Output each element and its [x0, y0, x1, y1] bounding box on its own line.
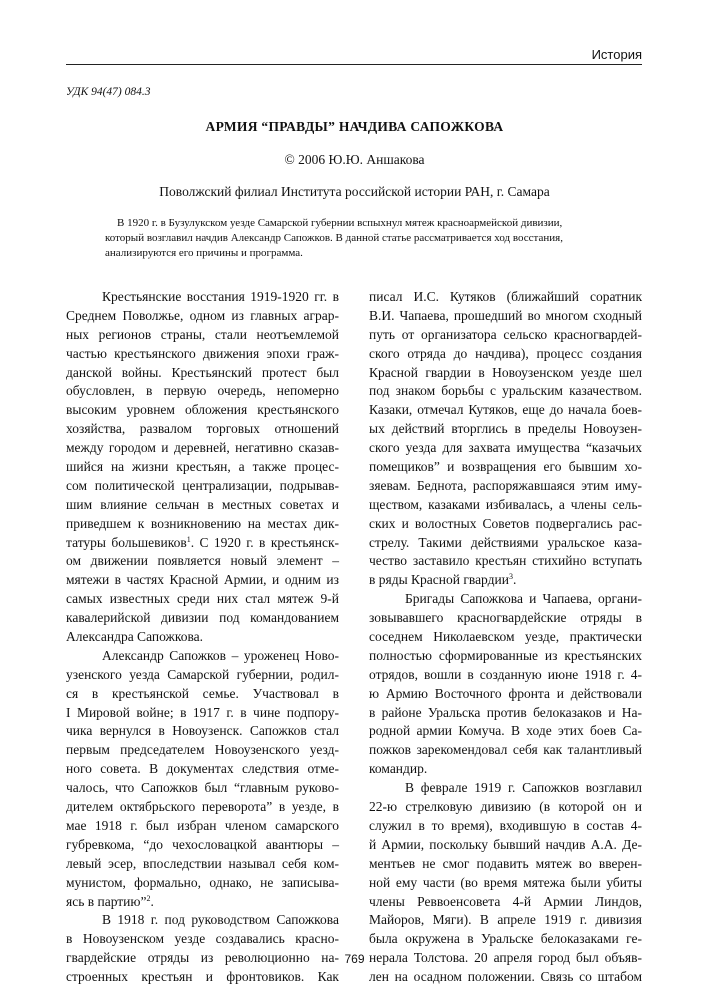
body-text-line: ной ему части (во время мятежа были убиты [369, 874, 642, 890]
body-text-line: 22-ю стрелковую дивизию (в которой он и [369, 799, 642, 815]
body-text-line: под знаком борьбы с уральским казачеством. [369, 383, 642, 399]
body-text-line: Красной гвардии в Новоузенском уезде шел [369, 364, 642, 380]
body-text-line: левый эсер, впоследствии называл себя ком- [66, 855, 339, 871]
body-text-line: полностью сформированные из крестьянских [369, 647, 642, 663]
author-affiliation: Поволжский филиал Института российской истории РАН, г. Самара [159, 184, 550, 199]
body-text-line: путь от организатора сельско красногвардей- [369, 326, 642, 342]
body-text-line: в ряды Красной гвардии$^3$. [369, 572, 517, 588]
body-text-line: нерала Толстова. 20 апреля город был объяв- [369, 950, 642, 966]
body-text-line: родной армии Комуча. В ходе этих боев Са- [369, 723, 642, 739]
body-text-line: ного совета. В документах следствия отме- [66, 761, 339, 777]
body-text-line: приведшем к возникновению на местах дик- [66, 515, 339, 531]
body-text-line: обусловлен, в первую очередь, непомерно [66, 383, 339, 399]
body-text-line: хозяйства, развалом торговых отношений [66, 421, 339, 437]
body-text-line: отрядов, вошли в созданную июне 1918 г. 4- [369, 666, 642, 682]
body-text-line: писал И.С. Кутяков (ближайший соратник [369, 289, 642, 304]
body-text-line: чество заставило крестьян стихийно вступать [369, 553, 642, 569]
footnote-ref: 3 [508, 572, 513, 582]
body-text-line: высоким уровнем обложения крестьянского [66, 402, 339, 418]
body-text-line: Александра Сапожкова. [66, 629, 204, 645]
header-rule [66, 64, 642, 65]
body-text-line: ся в крестьянской семье. Участвовал в [66, 685, 339, 701]
body-text-line: ю Армию Восточного фронта и действовали [369, 685, 642, 701]
body-text-line: лен на осадном положении. Связь со штабом [369, 969, 642, 985]
body-text-line: Майоров, Мяги). В апреле 1919 г. дивизия [369, 912, 642, 928]
abstract-line: анализируются его причины и программа. [105, 247, 303, 259]
body-text-line: служил в то время), входившую в состав 4- [369, 817, 642, 833]
body-text-line: I Мировой войне; в 1917 г. в чине подпору- [66, 704, 339, 720]
body-text-line: шим влияние сельчан в местных советах и [66, 496, 339, 512]
body-text-line: чалось, что Сапожков был “главным руково- [66, 780, 339, 796]
author-line: © 2006 Ю.Ю. Аншакова [284, 152, 425, 167]
body-text-line: между городом и деревней, негативно сказав- [66, 440, 339, 456]
body-text-line: данской войны. Крестьянский протест был [66, 364, 339, 380]
body-text-line: ского отряда до начдива), процесс создания [369, 345, 642, 361]
body-text-line: члены Реввоенсовета 4-й Армии Линдов, [369, 893, 642, 909]
body-text-line: ществом, казаками избивалась, а члены сель- [369, 496, 642, 512]
body-text-line: губревкома, “до чехословацкой авантюры – [66, 836, 339, 852]
article-title: АРМИЯ “ПРАВДЫ” НАЧДИВА САПОЖКОВА [205, 119, 504, 134]
body-text-line: ом движении появляется новый элемент – [66, 553, 339, 569]
body-text-line: строенных крестьян и фронтовиков. Как [66, 969, 339, 985]
body-text-line: ясь в партию”$^2$. [66, 893, 154, 909]
body-text-line: соседнем Николаевском уезде, практически [369, 629, 642, 645]
body-text-line: татуры большевиков$^1$. С 1920 г. в крестьянск- [66, 534, 339, 550]
body-text-line: Александр Сапожков – уроженец Ново- [102, 647, 339, 663]
body-text-line: помещиков” и возвращения его бывшим хо- [369, 459, 642, 475]
body-text-line: ых действий вторглись в пределы Новоузен- [369, 421, 642, 437]
body-text-line: шийся на жизни крестьян, а также процес- [66, 459, 339, 475]
body-text-line: зовывавшего красногвардейские отряды в [369, 610, 642, 626]
body-text-line: Крестьянские восстания 1919-1920 гг. в [102, 289, 339, 304]
body-text-line: самых известных среди них стал мятеж 9-й [66, 591, 339, 607]
footnote-ref: 2 [146, 893, 151, 903]
abstract-line: В 1920 г. в Бузулукском уезде Самарской губернии вспыхнул мятеж красноармейской дивизии, [117, 217, 563, 229]
body-text-line: зяевам. Беднота, распоряжавшаяся этим иму- [369, 477, 642, 493]
page-number: 769 [344, 952, 365, 966]
body-text-line: ментьев не смог подавить мятеж во вверен- [369, 855, 642, 871]
body-text-line: пожков зарекомендовал себя как талантливый [369, 742, 642, 758]
footnote-ref: 1 [186, 534, 191, 544]
body-text-line: мунистом, формально, однако, не записыва- [66, 874, 339, 890]
body-text-line: В феврале 1919 г. Сапожков возглавил [405, 780, 642, 796]
body-text-line: й Армии, поскольку бывший начдив А.А. Де- [369, 836, 642, 852]
body-text-line: первым председателем Новоузенского уезд- [66, 742, 339, 758]
body-text-line: ского уезда для захвата имущества “казачьих [369, 440, 642, 456]
body-text-line: в Новоузенском уезде создавались красно- [66, 931, 339, 947]
body-column-left [66, 288, 339, 987]
body-text-line: гвардейские отряды из революционно на- [66, 950, 339, 966]
body-text-line: Казаки, отмечал Кутяков, еще до начала боев- [369, 402, 642, 418]
body-text-line: мае 1918 г. был избран членом самарского [66, 817, 339, 833]
journal-section-label: История [591, 47, 642, 62]
body-column-right [369, 288, 642, 987]
body-text-line: дителем октябрьского переворота” в уезде, в [66, 799, 339, 815]
body-text-line: В 1918 г. под руководством Сапожкова [102, 912, 339, 928]
abstract [105, 216, 610, 261]
abstract-line: который возглавил начдив Александр Сапожков. В данной статье рассматривается ход восстания, [105, 232, 563, 244]
body-text-line: Среднем Поволжье, одном из главных аграр- [66, 307, 339, 323]
body-text-line: командир. [369, 761, 428, 777]
body-text-line: в районе Уральска против белоказаков и На- [369, 704, 642, 720]
body-text-line: ных регионов страны, стали неотъемлемой [66, 326, 339, 342]
body-text-line: В.И. Чапаева, прошедший во многом сходный [369, 307, 642, 323]
body-text-line: частью крестьянского движения эпохи граж- [66, 345, 339, 361]
body-text-line: чика вернулся в Новоузенск. Сапожков стал [66, 723, 339, 739]
body-text-line: узенского уезда Самарской губернии, родил- [66, 666, 339, 682]
body-text-line: Бригады Сапожкова и Чапаева, органи- [405, 591, 642, 607]
body-text-line: была окружена в Уральске белоказаками ге- [369, 931, 642, 947]
body-text-line: сом политической централизации, подрывав- [66, 477, 339, 493]
udk-code: УДК 94(47) 084.3 [66, 86, 151, 98]
body-text-line: кавалерийской дивизии под командованием [66, 610, 339, 626]
body-text-line: ских и волостных Советов подвергались рас- [369, 515, 642, 531]
body-text-line: стрелу. Такими действиями уральское каза- [369, 534, 642, 550]
body-text-line: мятежи в частях Красной Армии, и одним из [66, 572, 339, 588]
